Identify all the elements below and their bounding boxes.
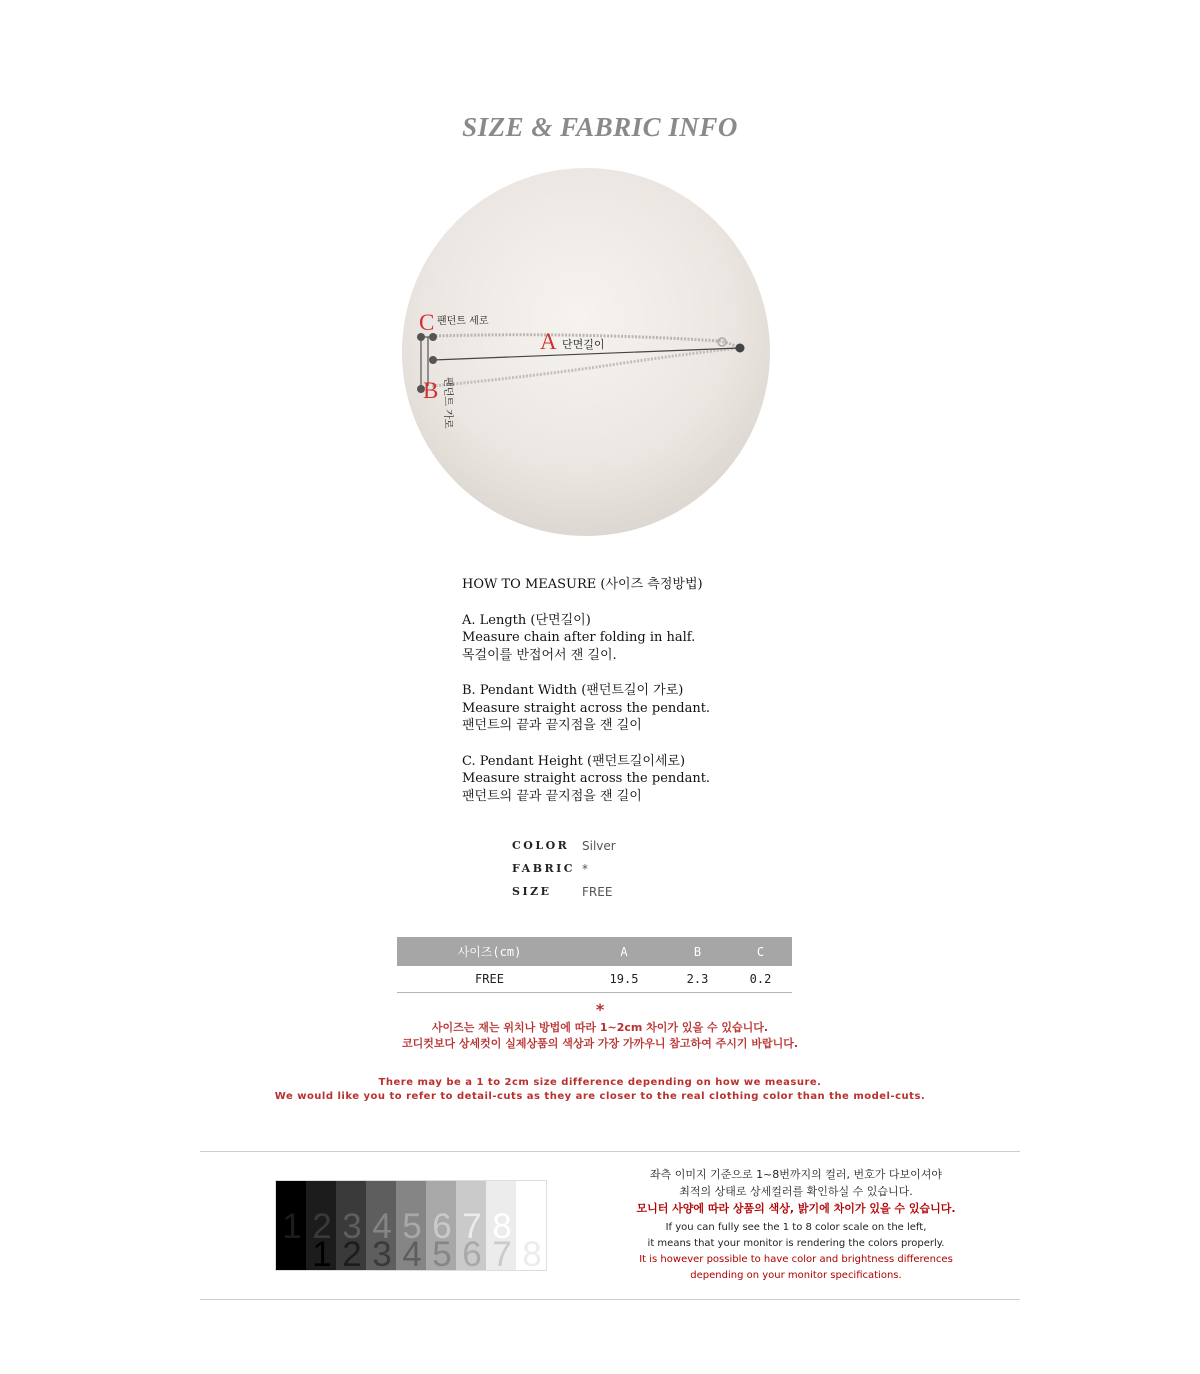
measure-item-length	[462, 612, 822, 665]
spec-label: COLOR	[512, 839, 570, 852]
size-table-header: B	[666, 937, 729, 966]
label-b-letter: B	[423, 378, 439, 403]
point-a-start	[429, 356, 437, 364]
label-a-letter: A	[540, 329, 557, 354]
size-table-header-row	[397, 937, 792, 966]
color-swatch	[336, 1181, 366, 1270]
spec-label: SIZE	[512, 885, 552, 898]
scale-number-bottom: 4	[402, 1235, 422, 1270]
label-c-text: 팬던트 세로	[437, 316, 489, 327]
measure-item-width	[462, 682, 822, 735]
scale-number-top: 4	[372, 1207, 392, 1246]
size-table-cell: FREE	[397, 966, 582, 993]
color-swatch	[426, 1181, 456, 1270]
color-swatch	[516, 1181, 546, 1270]
notes-en-line: There may be a 1 to 2cm size difference depending on how we measure.	[378, 1077, 822, 1088]
size-table	[397, 937, 792, 993]
how-to-measure-heading: HOW TO MEASURE (사이즈 측정방법)	[462, 577, 703, 592]
scale-number-top: 5	[402, 1207, 422, 1246]
spec-row-size	[512, 880, 616, 903]
size-table-header: C	[729, 937, 792, 966]
divider-bottom	[200, 1299, 1020, 1300]
measurement-diagram	[400, 166, 772, 538]
product-specs	[512, 834, 616, 903]
notes-kr-line: 사이즈는 재는 위치나 방법에 따라 1~2cm 차이가 있을 수 있습니다.	[431, 1021, 769, 1034]
scale-number-top: 6	[432, 1207, 452, 1246]
measure-item-title: B. Pendant Width (팬던트길이 가로)	[462, 683, 684, 698]
measure-item-kr: 팬던트의 끝과 끝지점을 잰 길이	[462, 788, 642, 804]
monitor-en-warning: depending on your monitor specifications.	[690, 1270, 902, 1281]
monitor-note	[596, 1166, 996, 1284]
divider-top	[200, 1151, 1020, 1152]
size-table-cell: 2.3	[666, 966, 729, 993]
measure-item-en: Measure chain after folding in half.	[462, 630, 696, 645]
spec-label: FABRIC	[512, 862, 576, 875]
spec-value: FREE	[582, 884, 613, 899]
size-notes	[0, 1000, 1200, 1104]
label-b-text: 팬던트 가로	[442, 377, 453, 429]
table-row	[397, 966, 792, 993]
color-swatch	[306, 1181, 336, 1270]
scale-number-bottom: 7	[492, 1235, 512, 1270]
scale-number-bottom: 5	[432, 1235, 452, 1270]
monitor-en-line: If you can fully see the 1 to 8 color scale on the left,	[665, 1222, 927, 1233]
notes-kr-line: 코디컷보다 상세컷이 실제상품의 색상과 가장 가까우니 참고하여 주시기 바랍니다.	[401, 1037, 799, 1050]
measure-item-en: Measure straight across the pendant.	[462, 771, 711, 786]
page-title: SIZE & FABRIC INFO	[462, 112, 738, 142]
spec-row-color	[512, 834, 616, 857]
notes-asterisk: *	[595, 1000, 605, 1019]
scale-number-bottom: 6	[462, 1235, 482, 1270]
color-swatch	[456, 1181, 486, 1270]
color-swatch	[366, 1181, 396, 1270]
size-table-header: 사이즈(cm)	[397, 937, 582, 966]
color-swatch	[486, 1181, 516, 1270]
measure-item-title: C. Pendant Height (팬던트길이세로)	[462, 753, 686, 769]
scale-number-top: 2	[312, 1207, 332, 1246]
point-a-end	[736, 344, 745, 353]
scale-number-bottom: 3	[372, 1235, 392, 1270]
notes-en-line: We would like you to refer to detail-cuts as they are closer to the real clothing color than the model-cuts.	[274, 1091, 926, 1102]
scale-number-bottom: 1	[312, 1235, 332, 1270]
measure-item-en: Measure straight across the pendant.	[462, 700, 711, 716]
monitor-en-warning: It is however possible to have color and brightness differences	[639, 1254, 953, 1265]
scale-number-top: 1	[282, 1207, 302, 1246]
color-swatch	[396, 1181, 426, 1270]
spec-value: Silver	[582, 838, 616, 853]
scale-number-top: 8	[492, 1207, 512, 1246]
monitor-kr-line: 좌측 이미지 기준으로 1~8번까지의 컬러, 번호가 다보이셔야	[649, 1168, 943, 1181]
monitor-kr-warning: 모니터 사양에 따라 상품의 색상, 밝기에 차이가 있을 수 있습니다.	[636, 1202, 956, 1215]
label-c-letter: C	[419, 310, 435, 335]
measure-item-height	[462, 753, 822, 806]
spec-row-fabric	[512, 857, 616, 880]
how-to-measure-section	[462, 576, 822, 823]
label-a-text: 단면길이	[562, 338, 605, 351]
monitor-en-line: it means that your monitor is rendering the colors properly.	[647, 1238, 945, 1249]
scale-number-top: 3	[342, 1207, 362, 1246]
monitor-kr-line: 최적의 상태로 상세컬러를 확인하실 수 있습니다.	[679, 1185, 913, 1198]
spec-value: *	[582, 861, 588, 876]
size-table-header: A	[582, 937, 666, 966]
necklace-diagram-svg	[400, 166, 772, 538]
scale-number-top: 7	[462, 1207, 482, 1246]
size-table-cell: 0.2	[729, 966, 792, 993]
measure-item-kr: 팬던트의 끝과 끝지점을 잰 길이	[462, 718, 642, 733]
monitor-color-scale	[275, 1180, 547, 1271]
measure-item-title: A. Length (단면길이)	[462, 612, 591, 628]
scale-number-bottom: 2	[342, 1235, 362, 1270]
size-table-cell: 19.5	[582, 966, 666, 993]
scale-number-bottom: 8	[522, 1235, 542, 1270]
color-swatch	[276, 1181, 306, 1270]
measure-item-kr: 목걸이를 반접어서 잰 길이.	[462, 647, 617, 663]
